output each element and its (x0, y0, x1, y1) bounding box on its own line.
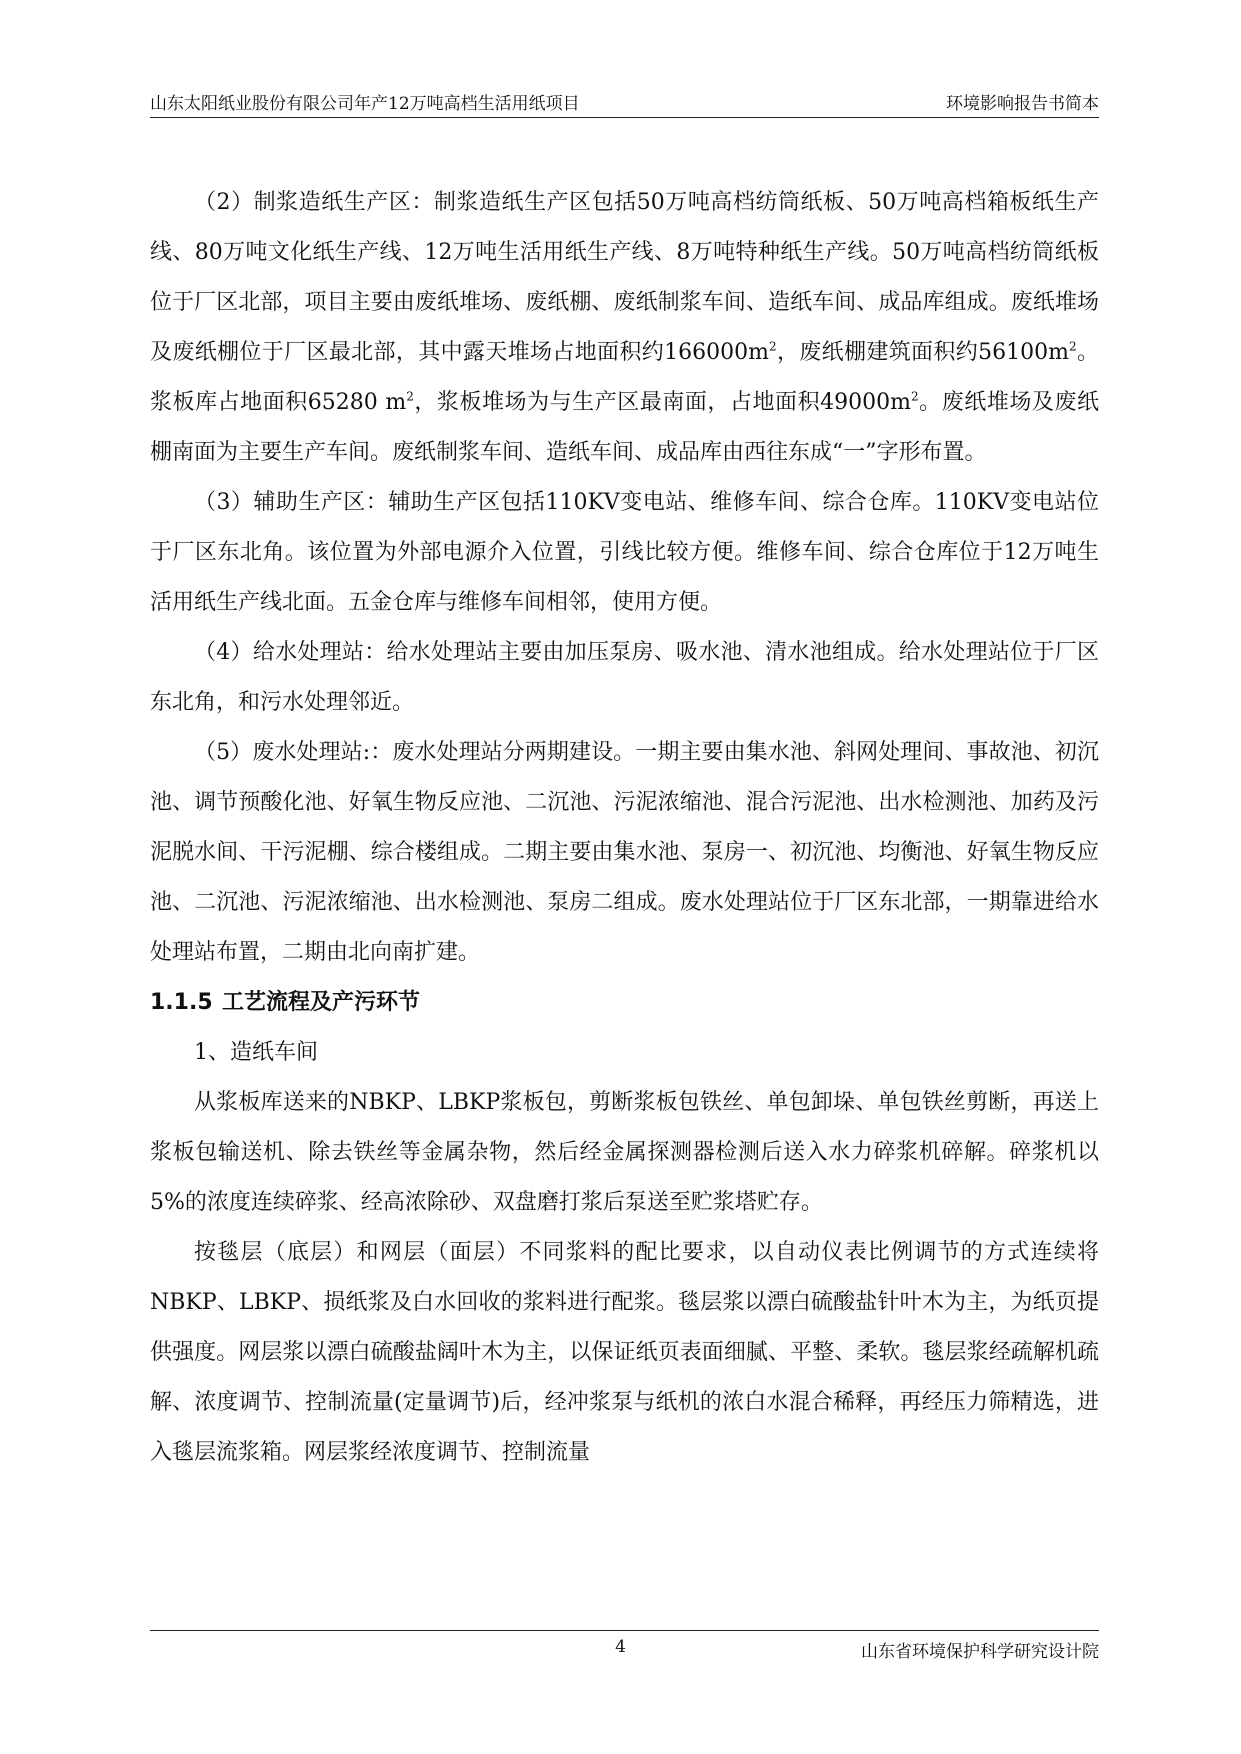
paragraph-wastewater: （5）废水处理站:：废水处理站分两期建设。一期主要由集水池、斜网处理间、事故池、初沉池、调节预酸化池、好氧生物反应池、二沉池、污泥浓缩池、混合污泥池、出水检测池、加药及污泥脱水间、干污泥棚、综合楼组成。二期主要由集水池、泵房一、初沉池、均衡池、好氧生物反应池、二沉池、污泥浓缩池、出水检测池、泵房二组成。废水处理站位于厂区东北部，一期靠进给水处理站布置，二期由北向南扩建。 (150, 740, 1099, 965)
section-number: 1.1.5 (150, 990, 213, 1015)
section-heading (150, 978, 1099, 1028)
paragraph-pulping-area (150, 178, 1099, 478)
page-number: 4 (615, 1637, 626, 1657)
paragraph-stock-blending: 按毯层（底层）和网层（面层）不同浆料的配比要求，以自动仪表比例调节的方式连续将NBKP、LBKP、损纸浆及白水回收的浆料进行配浆。毯层浆以漂白硫酸盐针叶木为主，为纸页提供强度。网层浆以漂白硫酸盐阔叶木为主，以保证纸页表面细腻、平整、柔软。毯层浆经疏解机疏解、浓度调节、控制流量(定量调节)后，经冲浆泵与纸机的浓白水混合稀释，再经压力筛精选，进入毯层流浆箱。网层浆经浓度调节、控制流量 (150, 1240, 1099, 1465)
paragraph-auxiliary-area: （3）辅助生产区：辅助生产区包括110KV变电站、维修车间、综合仓库。110KV变电站位于厂区东北角。该位置为外部电源介入位置，引线比较方便。维修车间、综合仓库位于12万吨生活用纸生产线北面。五金仓库与维修车间相邻，使用方便。 (150, 490, 1099, 615)
paragraph-pulp-preparation: 从浆板库送来的NBKP、LBKP浆板包，剪断浆板包铁丝、单包卸垛、单包铁丝剪断，再送上浆板包输送机、除去铁丝等金属杂物，然后经金属探测器检测后送入水力碎浆机碎解。碎浆机以5%的浓度连续碎浆、经高浓除砂、双盘磨打浆后泵送至贮浆塔贮存。 (150, 1090, 1099, 1215)
section-title: 工艺流程及产污环节 (222, 990, 421, 1015)
page-header (150, 87, 1099, 118)
paragraph-water-supply: （4）给水处理站：给水处理站主要由加压泵房、吸水池、清水池组成。给水处理站位于厂区东北角，和污水处理邻近。 (150, 640, 1099, 715)
text-run: ，浆板堆场为与生产区最南面，占地面积49000m (413, 390, 911, 415)
header-document-type: 环境影响报告书简本 (946, 94, 1099, 114)
text-run: 。废纸堆场及废纸棚南面为主要生产车间。废纸制浆车间、造纸车间、成品库由西往东成“一”字形布置。 (150, 390, 1099, 465)
superscript: 2 (406, 389, 414, 404)
superscript: 2 (911, 389, 919, 404)
document-body (150, 178, 1099, 1478)
subheading-paper-workshop: 1、造纸车间 (194, 1040, 318, 1065)
superscript: 2 (768, 339, 777, 354)
footer-organization: 山东省环境保护科学研究设计院 (861, 1642, 1099, 1662)
header-project-title: 山东太阳纸业股份有限公司年产12万吨高档生活用纸项目 (150, 94, 580, 114)
text-run: （2）制浆造纸生产区：制浆造纸生产区包括50万吨高档纺筒纸板、50万吨高档箱板纸生产线、80万吨文化纸生产线、12万吨生活用纸生产线、8万吨特种纸生产线。50万吨高档纺筒纸板位于厂区北部，项目主要由废纸堆场、废纸棚、废纸制浆车间、造纸车间、成品库组成。废纸堆场及废纸棚位于厂区最北部，其中露天堆场占地面积约166000m (150, 190, 1099, 365)
text-run: ，废纸棚建筑面积约56100m (776, 340, 1069, 365)
superscript: 2 (1068, 339, 1077, 354)
text-run: 。浆板库占地面积65280 m (150, 340, 1099, 415)
footer-divider (150, 1630, 1099, 1631)
